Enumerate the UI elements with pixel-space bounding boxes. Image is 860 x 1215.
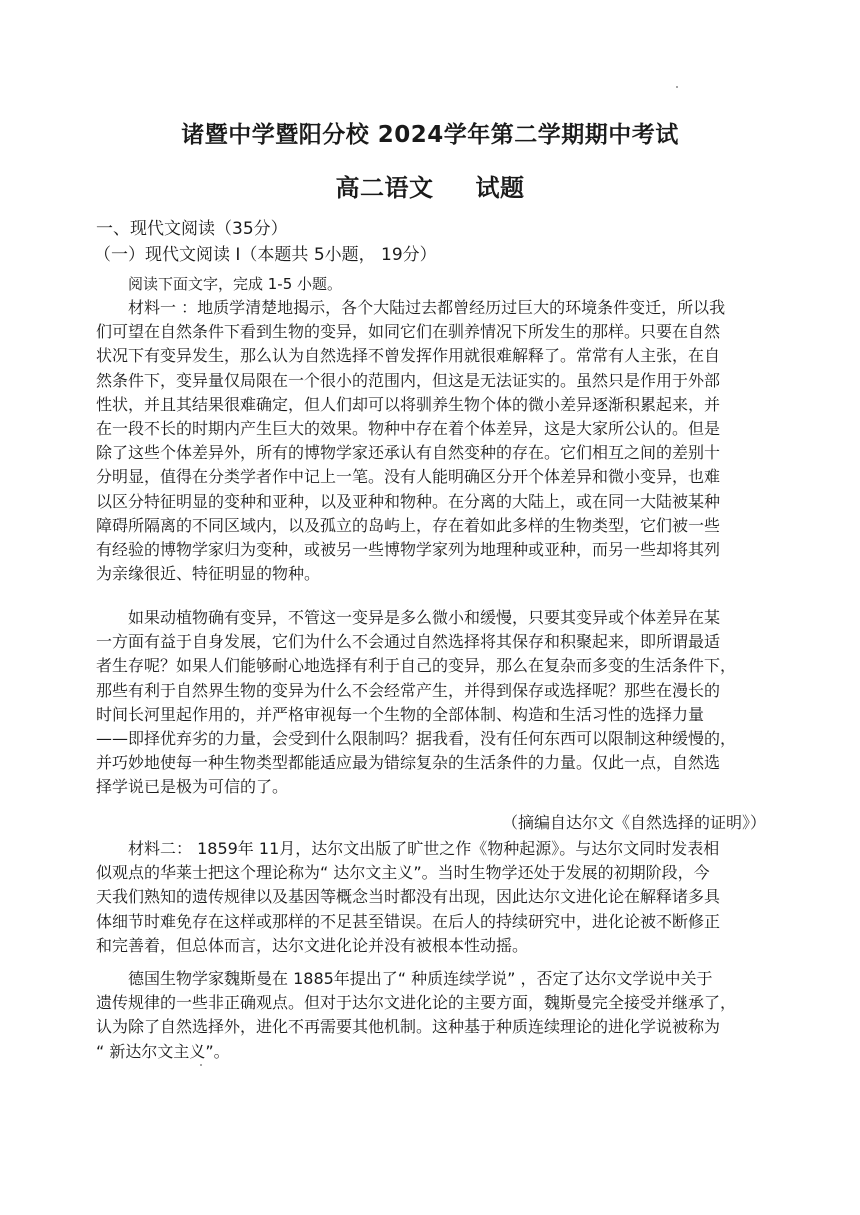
text-line: 然条件下，变异量仅局限在一个很小的范围内，但这是无法证实的。虽然只是作用于外部: [96, 370, 721, 390]
section-heading: 一、现代文阅读（35分）: [96, 219, 288, 239]
text-line: 那些有利于自然界生物的变异为什么不会经常产生，并得到保存或选择呢？那些在漫长的: [96, 680, 721, 700]
text-line: 似观点的华莱士把这个理论称为“ 达尔文主义”。当时生物学还处于发展的初期阶段，今: [96, 863, 710, 883]
text-line: 障碍所隔离的不同区域内，以及孤立的岛屿上，存在着如此多样的生物类型，它们被一些: [96, 515, 721, 535]
material1-paragraph2: [96, 606, 784, 800]
text-line: 并巧妙地使每一种生物类型都能适应最为错综复杂的生活条件的力量。仅此一点，自然选: [96, 753, 721, 773]
text-line: 性状，并且其结果很难确定，但人们却可以将驯养生物个体的微小差异逐渐积累起来，并: [96, 394, 721, 414]
exam-subtitle: [0, 168, 860, 203]
subject-label: 高二语文: [335, 174, 434, 202]
text-line: ——即择优弃劣的力量，会受到什么限制吗？据我看，没有任何东西可以限制这种缓慢的，: [96, 728, 737, 748]
text-line: 材料一 ：地质学清楚地揭示，各个大陆过去都曾经历过巨大的环境条件变迁，所以我: [128, 298, 726, 317]
material1-paragraph1: [96, 296, 784, 586]
text-line: 和完善着，但总体而言，达尔文进化论并没有被根本性动摇。: [96, 935, 529, 955]
text-line: 分明显，值得在分类学者作中记上一笔。没有人能明确区分开个体差异和微小变异，也难: [96, 467, 721, 487]
speck-mark: [200, 1064, 202, 1066]
material2-paragraph2: [96, 967, 784, 1064]
source-citation: （摘编自达尔文《自然选择的证明》）: [501, 813, 766, 832]
text-line: 在一段不长的时期内产生巨大的效果。物种中存在着个体差异，这是大家所公认的。但是: [96, 418, 721, 438]
exam-title: 诸暨中学暨阳分校 2024学年第二学期期中考试: [181, 122, 679, 148]
text-line: 德国生物学家魏斯曼在 1885年提出了“ 种质连续学说” ，否定了达尔文学说中关于: [128, 969, 713, 988]
text-line: 认为除了自然选择外，进化不再需要其他机制。这种基于种质连续理论的进化学说被称为: [96, 1017, 721, 1037]
text-line: 有经验的博物学家归为变种，或被另一些博物学家列为地理种或亚种，而另一些却将其列: [96, 539, 721, 559]
text-line: 以区分特征明显的变种和亚种，以及亚种和物种。在分离的大陆上，或在同一大陆被某种: [96, 491, 721, 511]
text-line: 时间长河里起作用的，并严格审视每一个生物的全部体制、构造和生活习性的选择力量: [96, 704, 705, 724]
text-line: 如果动植物确有变异，不管这一变异是多么微小和缓慢，只要其变异或个体差异在某: [128, 608, 721, 627]
text-line: “ 新达尔文主义”。: [96, 1041, 230, 1061]
speck-mark: [676, 86, 678, 88]
text-line: 者生存呢？如果人们能够耐心地选择有利于自己的变异，那么在复杂而多变的生活条件下，: [96, 656, 737, 676]
paper-type-label: 试题: [475, 174, 525, 202]
text-line: 除了这些个体差异外，所有的博物学家还承认有自然变种的存在。它们相互之间的差别十: [96, 443, 721, 463]
text-line: 材料二： 1859年 11月，达尔文出版了旷世之作《物种起源》。与达尔文同时发表相: [128, 839, 720, 858]
material2-paragraph1: [96, 837, 784, 958]
text-line: 为亲缘很近、特征明显的物种。: [96, 564, 321, 584]
text-line: 状况下有变异发生，那么认为自然选择不曾发挥作用就很难解释了。常常有人主张，在自: [96, 346, 721, 366]
text-line: 体细节时难免存在这样或那样的不足甚至错误。在后人的持续研究中，进化论被不断修正: [96, 911, 721, 931]
reading-instruction: 阅读下面文字，完成 1-5 小题。: [128, 275, 343, 293]
text-line: 天我们熟知的遗传规律以及基因等概念当时都没有出现，因此达尔文进化论在解释诸多具: [96, 887, 721, 907]
text-line: 择学说已是极为可信的了。: [96, 777, 289, 797]
text-line: 遗传规律的一些非正确观点。但对于达尔文进化论的主要方面，魏斯曼完全接受并继承了，: [96, 993, 737, 1013]
text-line: 一方面有益于自身发展，它们为什么不会通过自然选择将其保存和积聚起来，即所谓最适: [96, 632, 721, 652]
text-line: 们可望在自然条件下看到生物的变异，如同它们在驯养情况下所发生的那样。只要在自然: [96, 322, 721, 342]
section-subheading: （一）现代文阅读 I（本题共 5小题， 19分）: [94, 245, 437, 265]
